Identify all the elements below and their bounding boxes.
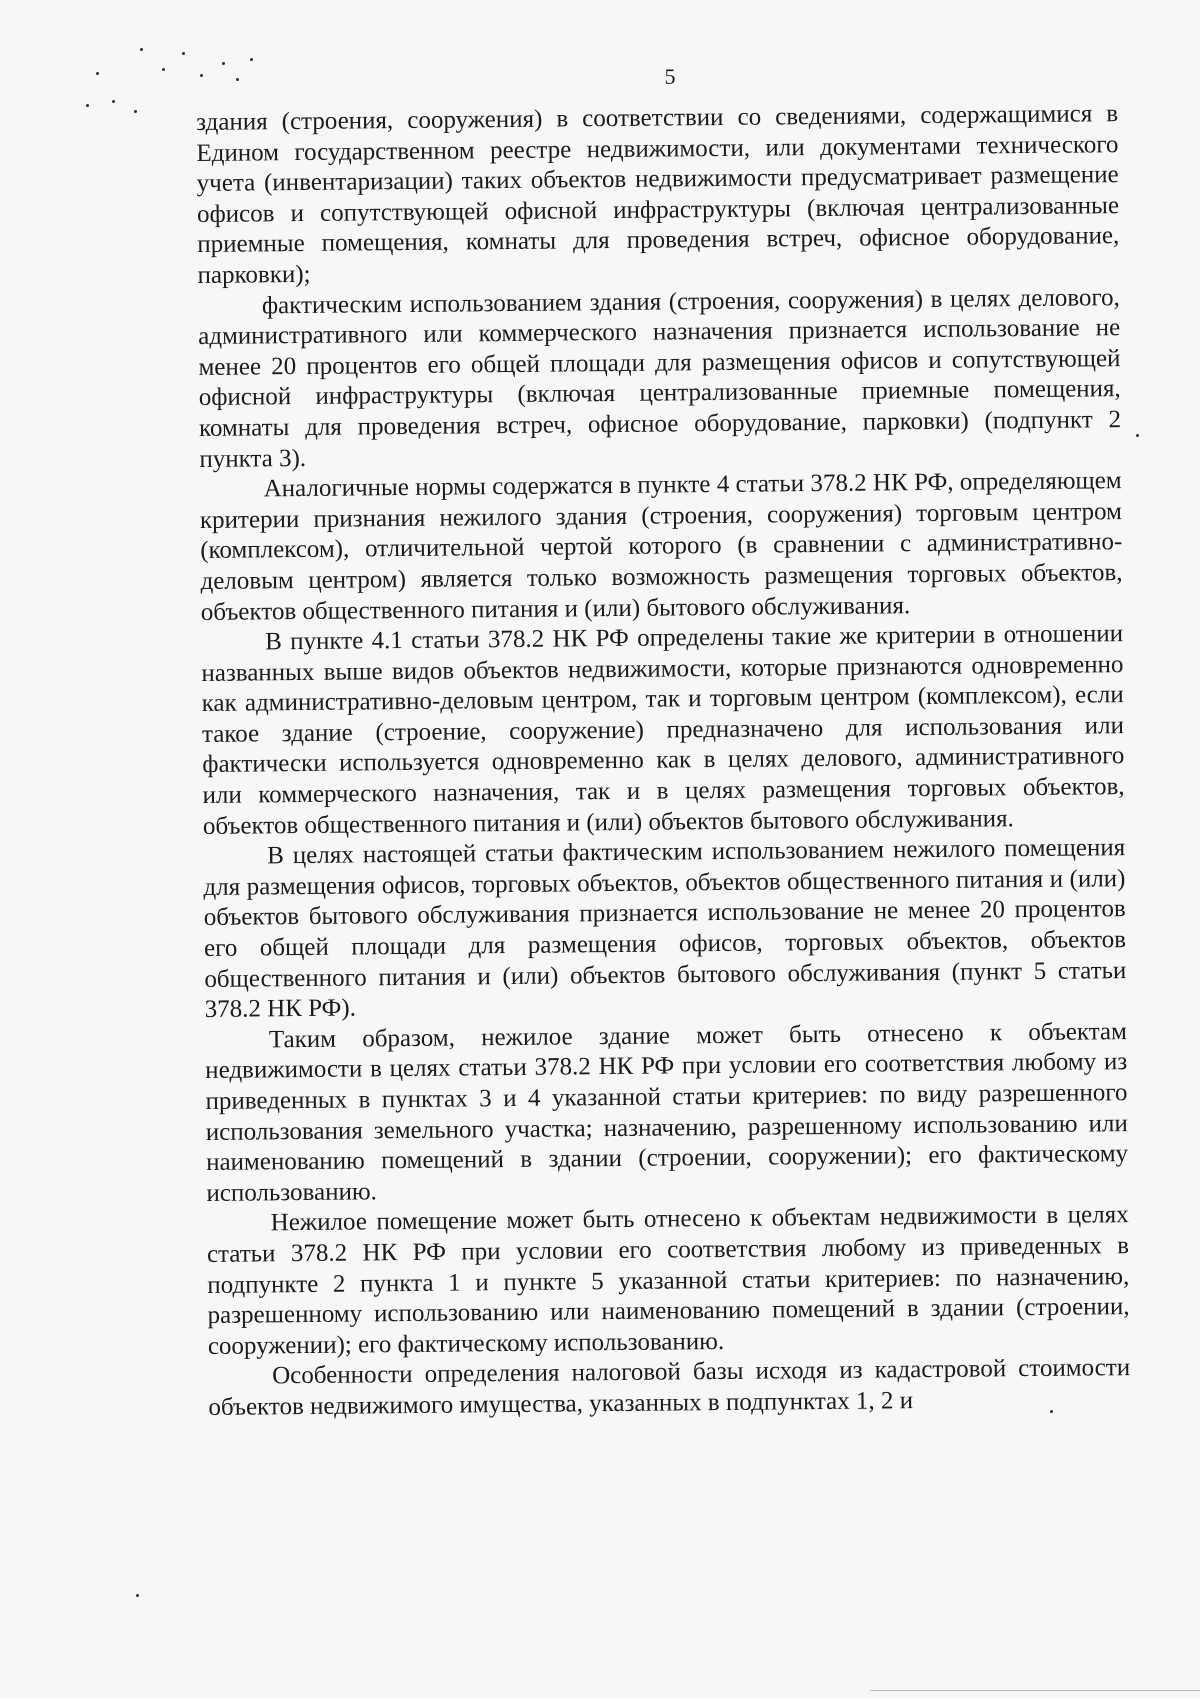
paragraph-5: В целях настоящей статьи фактическим использованием нежилого помещения для размещения офисов, торговых объектов, объектов общественного питания и (или) объектов бытового обслуживания признается использование не менее 20 процентов его общей площади для размещения офисов, торговых объектов, объектов общественного питания и (или) объектов бытового обслуживания (пункт 5 статьи 378.2 НК РФ). <box>203 834 1127 1024</box>
scan-edge-line <box>870 1690 1200 1691</box>
paragraph-7: Нежилое помещение может быть отнесено к объектам недвижимости в целях статьи 378.2 НК РФ при условии его соответствия любому из приведенных в подпункте 2 пункта 1 и пункте 5 указанной статьи критериев: по назначению, разрешенному использованию или наименованию помещений в здании (строении, сооружении); его фактическому использованию. <box>206 1201 1130 1360</box>
paragraph-3: Аналогичные нормы содержатся в пункте 4 статьи 378.2 НК РФ, определяющем критерии признания нежилого здания (строения, сооружения) торговым центром (комплексом), отличительной чертой которого (в сравнении с административно-деловым центром) является только возможность размещения торговых объектов, объектов общественного питания и (или) бытового обслуживания. <box>199 467 1123 626</box>
page-number: 5 <box>664 64 676 89</box>
paragraph-1: здания (строения, сооружения) в соответствии со сведениями, содержащимися в Едином государственном реестре недвижимости, или документами технического учета (инвентаризации) таких объектов недвижимости предусматривает размещение офисов и сопутствующей офисной инфраструктуры (включая централизованные приемные помещения, комнаты для проведения встреч, офисное оборудование, парковки); <box>196 100 1120 289</box>
paragraph-8: Особенности определения налоговой базы исходя из кадастровой стоимости объектов недвижимого имущества, указанных в подпунктах 1, 2 и <box>208 1354 1131 1421</box>
document-body <box>196 99 1131 1423</box>
paragraph-4: В пункте 4.1 статьи 378.2 НК РФ определены такие же критерии в отношении названных выше видов объектов недвижимости, которые признаются одновременно как административно-деловым центром, так и торговым центром (комплексом), если такое здание (строение, сооружение) предназначено для использования или фактически используется одновременно как в целях делового, административного или коммерческого назначения, так и в целях размещения торговых объектов, объектов общественного питания и (или) объектов бытового обслуживания. <box>201 620 1125 840</box>
paragraph-6: Таким образом, нежилое здание может быть отнесено к объектам недвижимости в целях статьи 378.2 НК РФ при условии его соответствия любому из приведенных в пунктах 3 и 4 указанной статьи критериев: по виду разрешенного использования земельного участка; назначению, разрешенному использованию или наименованию помещений в здании (строении, сооружении); его фактическому использованию. <box>205 1017 1129 1207</box>
paragraph-2: фактическим использованием здания (строения, сооружения) в целях делового, административного или коммерческого назначения признается использование не менее 20 процентов его общей площади для размещения офисов и сопутствующей офисной инфраструктуры (включая централизованные приемные помещения, комнаты для проведения встреч, офисное оборудование, парковки) (подпункт 2 пункта 3). <box>198 283 1122 473</box>
